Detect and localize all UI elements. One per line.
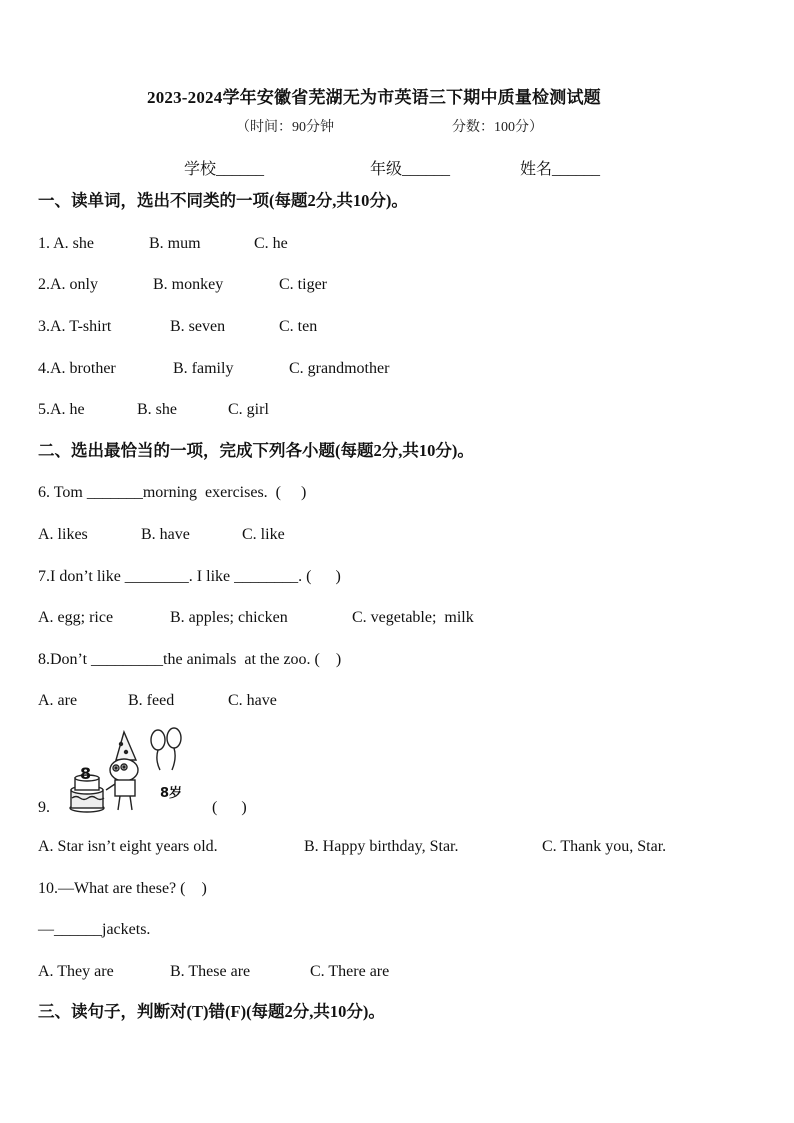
q2-option-b: B. monkey bbox=[153, 276, 224, 293]
q9-option-b: B. Happy birthday, Star. bbox=[304, 838, 459, 855]
q8-option-c: C. have bbox=[228, 692, 277, 709]
q2-option-a: 2.A. only bbox=[38, 276, 98, 293]
section-2-heading: 二、选出最恰当的一项，完成下列各小题(每题2分,共10分)。 bbox=[38, 441, 474, 460]
page-title: 2023-2024学年安徽省芜湖无为市英语三下期中质量检测试题 bbox=[147, 88, 601, 107]
q9-number: 9. bbox=[38, 799, 50, 816]
q3-option-a: 3.A. T-shirt bbox=[38, 318, 112, 335]
q8-stem: 8.Don’t _________the animals at the zoo. ( ) bbox=[38, 651, 342, 668]
exam-time: （时间：90分钟 bbox=[236, 120, 334, 135]
q10-stem: 10.—What are these? ( ) bbox=[38, 880, 207, 897]
q5-option-c: C. girl bbox=[228, 401, 269, 418]
section-1-heading: 一、读单词，选出不同类的一项(每题2分,共10分)。 bbox=[38, 191, 408, 210]
q5-option-b: B. she bbox=[137, 401, 177, 418]
q6-option-a: A. likes bbox=[38, 526, 88, 543]
q4-option-a: 4.A. brother bbox=[38, 360, 116, 377]
q1-option-b: B. mum bbox=[149, 235, 201, 252]
q7-option-a: A. egg; rice bbox=[38, 609, 114, 626]
q10-option-a: A. They are bbox=[38, 963, 114, 980]
school-field: 学校______ bbox=[184, 161, 265, 178]
q9-option-a: A. Star isn’t eight years old. bbox=[38, 838, 218, 855]
q10-answer: —______jackets. bbox=[38, 921, 151, 938]
q7-option-b: B. apples; chicken bbox=[170, 609, 288, 626]
name-field: 姓名______ bbox=[520, 161, 601, 178]
q3-option-c: C. ten bbox=[279, 318, 318, 335]
q9-paren: ( ) bbox=[212, 799, 247, 816]
q10-option-b: B. These are bbox=[170, 963, 251, 980]
q6-option-b: B. have bbox=[141, 526, 190, 543]
q6-stem: 6. Tom _______morning exercises. ( ) bbox=[38, 484, 307, 501]
section-3-heading: 三、读句子，判断对(T)错(F)(每题2分,共10分)。 bbox=[38, 1002, 385, 1021]
q3-option-b: B. seven bbox=[170, 318, 226, 335]
q2-option-c: C. tiger bbox=[279, 276, 327, 293]
q8-option-a: A. are bbox=[38, 692, 78, 709]
q1-option-a: 1. A. she bbox=[38, 235, 94, 252]
q10-option-c: C. There are bbox=[310, 963, 390, 980]
q6-option-c: C. like bbox=[242, 526, 285, 543]
exam-score: 分数：100分） bbox=[452, 120, 543, 135]
grade-field: 年级______ bbox=[370, 161, 451, 178]
q4-option-b: B. family bbox=[173, 360, 234, 377]
birthday-illustration bbox=[66, 724, 196, 816]
cake-candle-number: 8 bbox=[80, 764, 92, 783]
q4-option-c: C. grandmother bbox=[289, 360, 390, 377]
q7-option-c: C. vegetable; milk bbox=[352, 609, 474, 626]
age-label: 8岁 bbox=[160, 786, 183, 801]
q7-stem: 7.I don’t like ________. I like ________. ( ) bbox=[38, 568, 341, 585]
q5-option-a: 5.A. he bbox=[38, 401, 85, 418]
q8-option-b: B. feed bbox=[128, 692, 175, 709]
q1-option-c: C. he bbox=[254, 235, 288, 252]
q9-option-c: C. Thank you, Star. bbox=[542, 838, 667, 855]
